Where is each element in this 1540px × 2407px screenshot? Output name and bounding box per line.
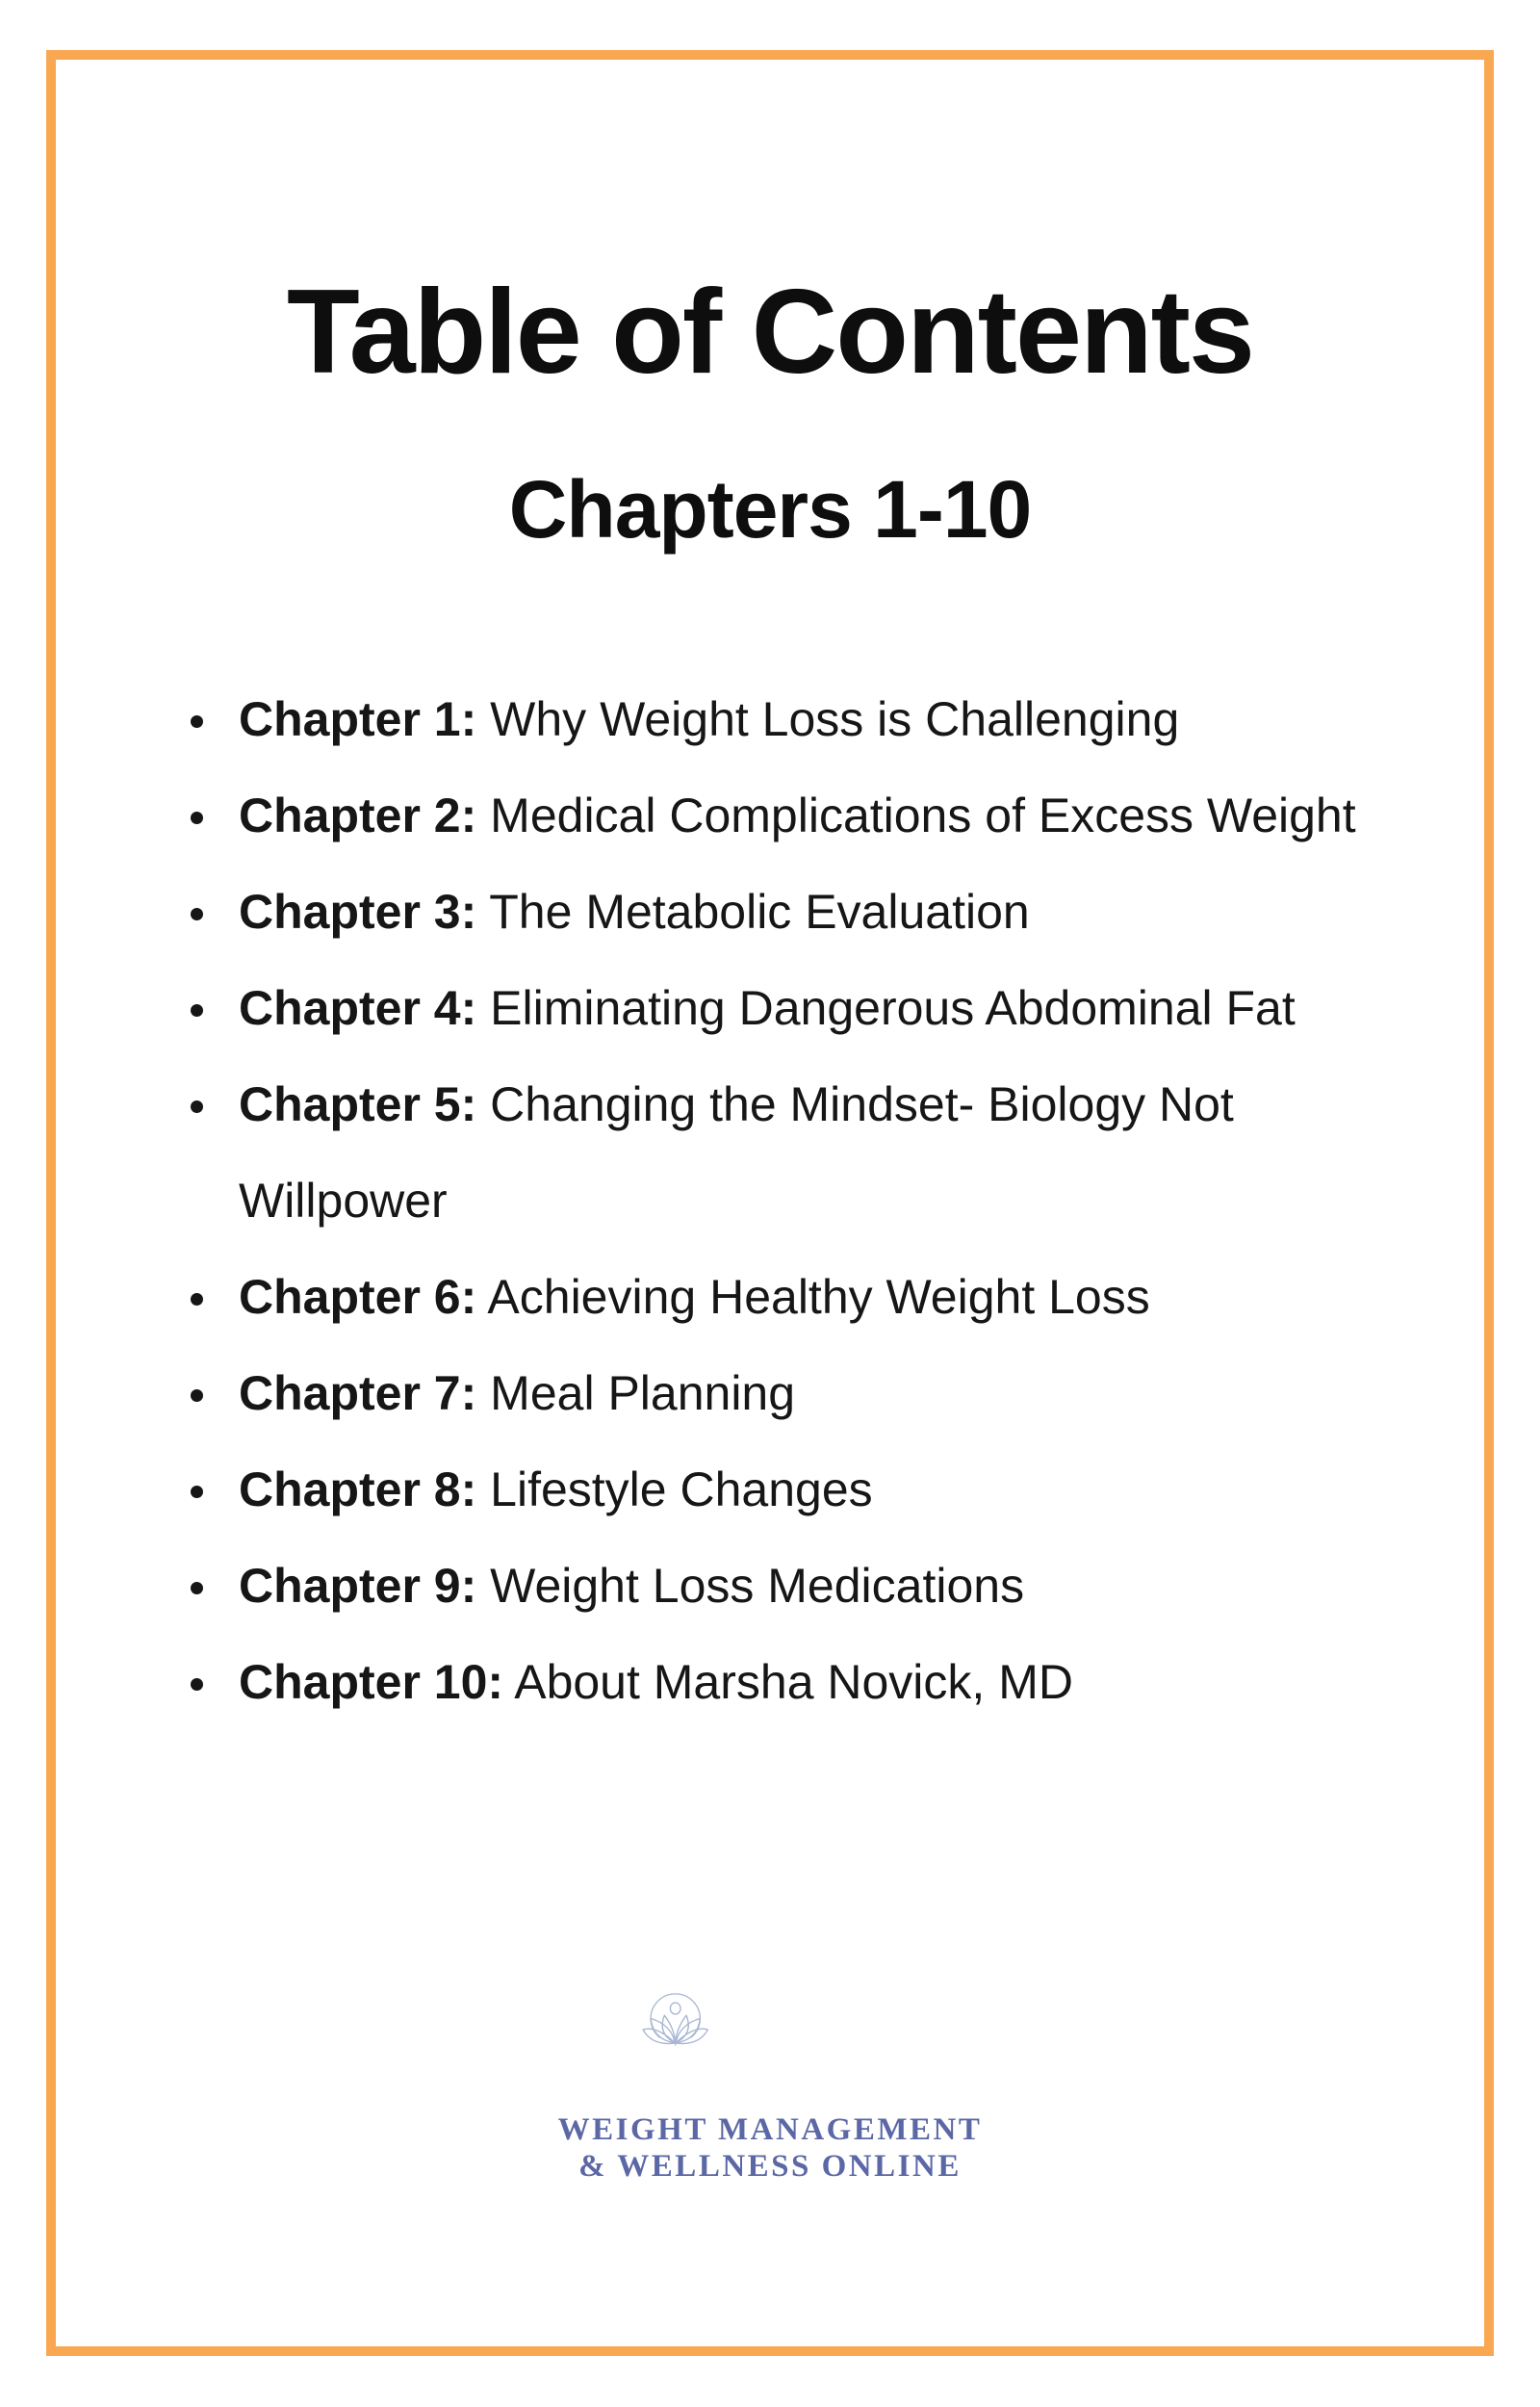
chapter-title: Why Weight Loss is Challenging bbox=[490, 692, 1180, 746]
toc-list bbox=[239, 671, 1403, 1730]
chapter-title: Meal Planning bbox=[490, 1366, 796, 1420]
toc-item bbox=[239, 767, 1403, 864]
logo-name-line1: WEIGHT MANAGEMENT bbox=[557, 2112, 983, 2147]
chapter-title: Lifestyle Changes bbox=[490, 1462, 873, 1516]
toc-item bbox=[239, 864, 1403, 960]
chapter-label: Chapter 4: bbox=[239, 981, 477, 1035]
chapter-title: The Metabolic Evaluation bbox=[489, 885, 1030, 939]
toc-item bbox=[239, 1441, 1403, 1538]
toc-item bbox=[239, 1634, 1403, 1730]
chapter-title: Medical Complications of Excess Weight bbox=[490, 789, 1356, 842]
chapter-title: Changing the Mindset- Biology Not Willpower bbox=[239, 1077, 1234, 1228]
chapter-label: Chapter 7: bbox=[239, 1366, 477, 1420]
chapter-title: Achieving Healthy Weight Loss bbox=[487, 1270, 1150, 1324]
toc-item bbox=[239, 960, 1403, 1056]
chapter-label: Chapter 6: bbox=[239, 1270, 477, 1324]
logo-name-line2: & WELLNESS ONLINE bbox=[578, 2149, 962, 2184]
toc-item bbox=[239, 1056, 1403, 1249]
chapter-label: Chapter 2: bbox=[239, 789, 477, 842]
chapter-label: Chapter 3: bbox=[239, 885, 477, 939]
page-subtitle: Chapters 1-10 bbox=[508, 464, 1032, 555]
logo-head-circle bbox=[670, 2003, 680, 2014]
chapter-title: Weight Loss Medications bbox=[490, 1559, 1025, 1613]
chapter-label: Chapter 5: bbox=[239, 1077, 477, 1131]
chapter-label: Chapter 10: bbox=[239, 1655, 504, 1709]
chapter-label: Chapter 8: bbox=[239, 1462, 477, 1516]
logo-art-group bbox=[643, 1994, 707, 2045]
chapter-label: Chapter 1: bbox=[239, 692, 477, 746]
chapter-title: Eliminating Dangerous Abdominal Fat bbox=[490, 981, 1296, 1035]
chapter-label: Chapter 9: bbox=[239, 1559, 477, 1613]
toc-item bbox=[239, 1249, 1403, 1345]
toc-item bbox=[239, 1538, 1403, 1634]
logo-lotus-icon bbox=[635, 1926, 905, 2113]
toc-item bbox=[239, 1345, 1403, 1441]
chapter-title: About Marsha Novick, MD bbox=[514, 1655, 1073, 1709]
page-title: Table of Contents bbox=[287, 266, 1253, 399]
toc-item bbox=[239, 671, 1403, 767]
